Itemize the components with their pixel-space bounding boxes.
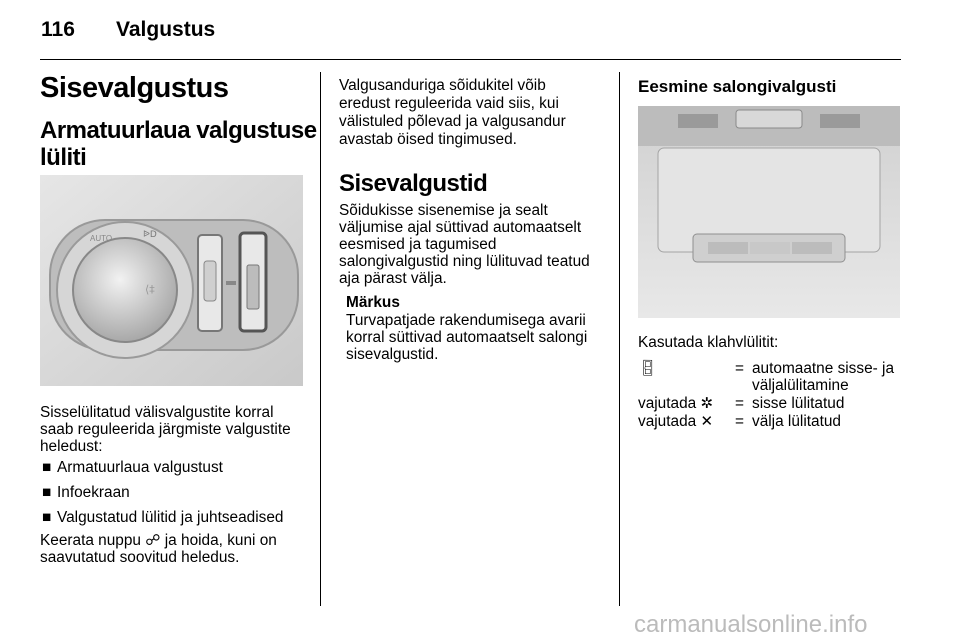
note-line: korral süttivad automaatselt salongi bbox=[346, 329, 588, 346]
light-off-icon: ✕ bbox=[700, 413, 714, 430]
page-number: 116 bbox=[41, 18, 75, 41]
equals-sign: = bbox=[735, 413, 744, 430]
bullet-item: ■ Valgustatud lülitid ja juhtseadised bbox=[42, 509, 284, 526]
note-line: sisevalgustid. bbox=[346, 346, 439, 363]
col2-para2-line: salongivalgustid ning lülituvad teatud bbox=[339, 253, 590, 270]
heading-sisevalgustid: Sisevalgustid bbox=[339, 170, 488, 197]
para1-line2: saab reguleerida järgmiste valgustite bbox=[40, 421, 291, 438]
interior-light-photo bbox=[638, 106, 900, 318]
col2-para2-line: väljumise ajal süttivad automaatselt bbox=[339, 219, 582, 236]
row-value: välja lülitatud bbox=[752, 413, 841, 430]
para1-line1: Sisselülitatud välisvalgustite korral bbox=[40, 404, 274, 421]
svg-text:⟨‡: ⟨‡ bbox=[145, 283, 155, 296]
section-title: Valgustus bbox=[116, 18, 216, 41]
col2-para2-line: aja pärast välja. bbox=[339, 270, 447, 287]
subheading-line1: Armatuurlaua valgustuse bbox=[40, 117, 317, 144]
bullet-item: ■ Infoekraan bbox=[42, 484, 130, 501]
subheading-line2: lüliti bbox=[40, 144, 87, 171]
row-value: väljalülitamine bbox=[752, 377, 849, 394]
col2-para2-line: Sõidukisse sisenemise ja sealt bbox=[339, 202, 548, 219]
equals-sign: = bbox=[735, 395, 744, 412]
svg-text:ᐉD: ᐉD bbox=[143, 230, 157, 240]
note-title: Märkus bbox=[346, 294, 400, 311]
equals-sign: = bbox=[735, 360, 744, 377]
door-icon: 🚪︎ bbox=[638, 360, 658, 377]
column-divider-1 bbox=[320, 72, 321, 606]
intro-text: Kasutada klahvlülitit: bbox=[638, 334, 779, 351]
row-key: vajutada ✲ bbox=[638, 395, 714, 412]
auto-label: AUTO bbox=[90, 234, 113, 243]
column-divider-2 bbox=[619, 72, 620, 606]
light-on-icon: ✲ bbox=[700, 395, 714, 412]
heading-eesmine-salongivalgusti: Eesmine salongivalgusti bbox=[638, 77, 837, 96]
col2-para1-line: välistuled põlevad ja valgusandur bbox=[339, 113, 566, 130]
para2-line1: Keerata nuppu ☍ ja hoida, kuni on bbox=[40, 532, 277, 549]
row-value: automaatne sisse- ja bbox=[752, 360, 895, 377]
row-value: sisse lülitatud bbox=[752, 395, 845, 412]
dimmer-icon: ☍ bbox=[145, 532, 161, 549]
bullet-item: ■ Armatuurlaua valgustust bbox=[42, 459, 223, 476]
col2-para1-line: eredust reguleerida vaid siis, kui bbox=[339, 95, 559, 112]
heading-sisevalgustus: Sisevalgustus bbox=[40, 72, 229, 104]
header-rule bbox=[40, 59, 901, 60]
para1-line3: heledust: bbox=[40, 438, 103, 455]
row-key: vajutada ✕ bbox=[638, 413, 714, 430]
col2-para2-line: eesmised ja tagumised bbox=[339, 236, 497, 253]
watermark: carmanualsonline.info bbox=[634, 611, 868, 638]
para2-line2: saavutatud soovitud heledus. bbox=[40, 549, 240, 566]
col2-para1-line: Valgusanduriga sõidukitel võib bbox=[339, 77, 546, 94]
light-switch-photo bbox=[40, 175, 303, 386]
note-line: Turvapatjade rakendumisega avarii bbox=[346, 312, 586, 329]
col2-para1-line: avastab öised tingimused. bbox=[339, 131, 517, 148]
